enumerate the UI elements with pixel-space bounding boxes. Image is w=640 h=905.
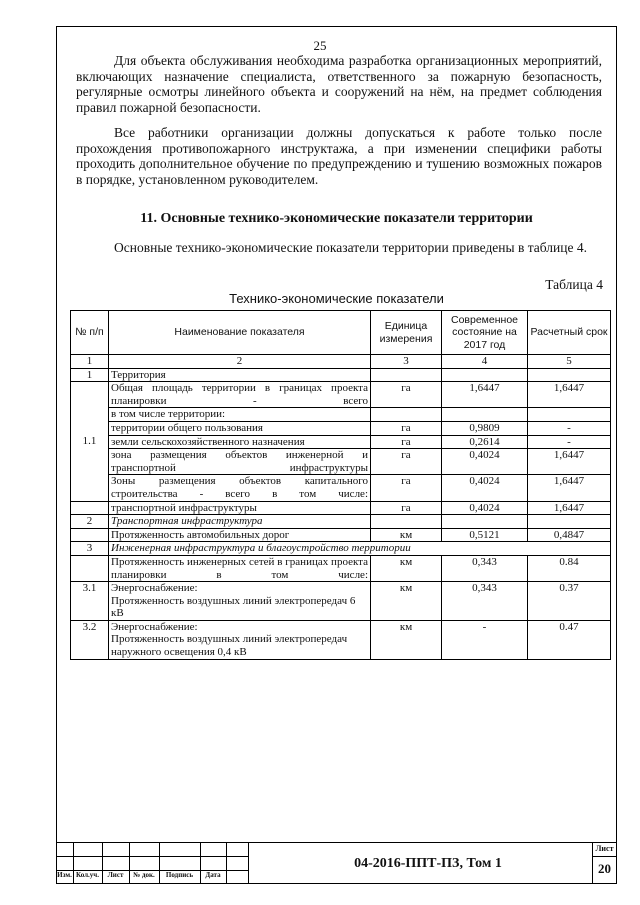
header-num: № п/п xyxy=(71,311,109,355)
paragraph-staff-training: Все работники организации должны допускаться к работе только после прохождения противопожарного инструктажа, а при изменении специфики работы проходить дополнительное обучение по предупреждению и тушению возможных пожаров в порядке, установленном руководителем. xyxy=(76,125,602,187)
col-number: 1 xyxy=(71,355,109,369)
stamp-divider xyxy=(56,856,248,857)
row-unit: га xyxy=(371,421,442,435)
table-row xyxy=(71,542,611,556)
row-name-line: Энергоснабжение: xyxy=(111,582,198,595)
stamp-label-change: Изм. xyxy=(57,871,72,879)
row-num: 2 xyxy=(71,515,109,529)
row-planned: 1,6447 xyxy=(528,475,611,501)
page-number: 25 xyxy=(313,38,327,53)
document-code: 04-2016-ППТ-ПЗ, Том 1 xyxy=(354,856,502,871)
row-unit: га xyxy=(371,475,442,501)
row-name: Протяженность инженерных сетей в границах проекта планировки в том числе: xyxy=(109,555,371,581)
row-name: транспортной инфраструктуры xyxy=(109,501,371,515)
col-number: 5 xyxy=(528,355,611,369)
row-planned: 1,6447 xyxy=(528,382,611,408)
col-number: 3 xyxy=(371,355,442,369)
paragraph-intro: Основные технико-экономические показатели территории приведены в таблице 4. xyxy=(114,240,587,255)
table-row xyxy=(71,475,611,501)
indicators-table xyxy=(70,310,611,660)
section-heading: 11. Основные технико-экономические показатели территории xyxy=(140,211,533,226)
table-row xyxy=(71,421,611,435)
row-num: 1.1 xyxy=(71,382,109,501)
table-row xyxy=(71,555,611,581)
row-planned: 0,4847 xyxy=(528,528,611,542)
row-unit: км xyxy=(371,528,442,542)
column-number-row xyxy=(71,355,611,369)
row-name: земли сельскохозяйственного назначения xyxy=(109,435,371,449)
row-name: в том числе территории: xyxy=(109,408,371,422)
stamp-divider xyxy=(226,842,227,884)
table-row xyxy=(71,515,611,529)
table-row xyxy=(71,501,611,515)
row-planned: 0.47 xyxy=(528,620,611,659)
stamp-divider xyxy=(248,842,249,884)
row-unit: га xyxy=(371,382,442,408)
stamp-label-count: Кол.уч. xyxy=(75,871,99,879)
col-number: 2 xyxy=(109,355,371,369)
row-unit: км xyxy=(371,555,442,581)
row-planned: - xyxy=(528,435,611,449)
table-row xyxy=(71,435,611,449)
row-current: 0,2614 xyxy=(442,435,528,449)
table-row xyxy=(71,408,611,422)
row-unit: км xyxy=(371,582,442,621)
sheet-label: Лист xyxy=(595,844,614,853)
stamp-label-signature: Подпись xyxy=(165,871,194,879)
table-row xyxy=(71,368,611,382)
row-name: территории общего пользования xyxy=(109,421,371,435)
table-row xyxy=(71,582,611,621)
header-planned: Расчетный срок xyxy=(528,311,611,355)
row-planned: 0.84 xyxy=(528,555,611,581)
col-number: 4 xyxy=(442,355,528,369)
row-name-line: Протяженность воздушных линий электропередач 6 кВ xyxy=(111,594,356,620)
row-name-line: Энергоснабжение: xyxy=(111,620,198,633)
title-block xyxy=(56,842,617,884)
header-unit: Единица измерения xyxy=(371,311,442,355)
sheet-number: 20 xyxy=(598,861,611,876)
row-current: 0,9809 xyxy=(442,421,528,435)
row-current: 1,6447 xyxy=(442,382,528,408)
row-num: 3.2 xyxy=(71,620,109,659)
section-title: Территория xyxy=(109,368,371,382)
row-current: 0,4024 xyxy=(442,449,528,475)
row-current: 0,5121 xyxy=(442,528,528,542)
stamp-divider xyxy=(56,842,617,843)
row-name xyxy=(109,582,371,621)
row-current: - xyxy=(442,620,528,659)
row-name: Зоны размещения объектов капитального строительства - всего в том числе: xyxy=(109,475,371,501)
row-unit: га xyxy=(371,449,442,475)
stamp-label-doc: № док. xyxy=(133,871,155,879)
row-planned: 0.37 xyxy=(528,582,611,621)
row-num: 1 xyxy=(71,368,109,382)
table-row xyxy=(71,382,611,408)
row-current: 0,4024 xyxy=(442,475,528,501)
row-current: 0,343 xyxy=(442,582,528,621)
row-current: 0,343 xyxy=(442,555,528,581)
section-title: Инженерная инфраструктура и благоустройство территории xyxy=(109,542,611,556)
row-planned: - xyxy=(528,421,611,435)
section-title: Транспортная инфраструктура xyxy=(109,515,371,529)
table-row xyxy=(71,449,611,475)
stamp-label-date: Дата xyxy=(205,871,221,879)
row-planned: 1,6447 xyxy=(528,501,611,515)
header-current: Современное состояние на 2017 год xyxy=(442,311,528,355)
paragraph-fire-safety: Для объекта обслуживания необходима разработка организационных мероприятий, включающих назначение специалиста, ответственного за пожарную безопасность, регулярные осмотры линейного объекта и сооружений на нём, на предмет соблюдения правил пожарной безопасности. xyxy=(76,53,602,115)
table-row xyxy=(71,528,611,542)
table-row xyxy=(71,620,611,659)
row-unit: км xyxy=(371,620,442,659)
row-num: 3 xyxy=(71,542,109,556)
row-name xyxy=(109,620,371,659)
row-name: зона размещения объектов инженерной и транспортной инфраструктуры xyxy=(109,449,371,475)
row-name: Протяженность автомобильных дорог xyxy=(109,528,371,542)
stamp-label-sheet: Лист xyxy=(107,871,124,879)
row-name-line: Протяженность воздушных линий электропередач наружного освещения 0,4 кВ xyxy=(111,633,348,659)
table-header-row xyxy=(71,311,611,355)
row-current: 0,4024 xyxy=(442,501,528,515)
table-label: Таблица 4 xyxy=(545,277,603,292)
row-name: Общая площадь территории в границах проекта планировки - всего xyxy=(109,382,371,408)
header-name: Наименование показателя xyxy=(109,311,371,355)
table-caption: Технико-экономические показатели xyxy=(229,291,444,306)
row-unit: га xyxy=(371,501,442,515)
row-unit: га xyxy=(371,435,442,449)
row-planned: 1,6447 xyxy=(528,449,611,475)
row-num: 3.1 xyxy=(71,582,109,621)
stamp-divider xyxy=(592,856,617,857)
